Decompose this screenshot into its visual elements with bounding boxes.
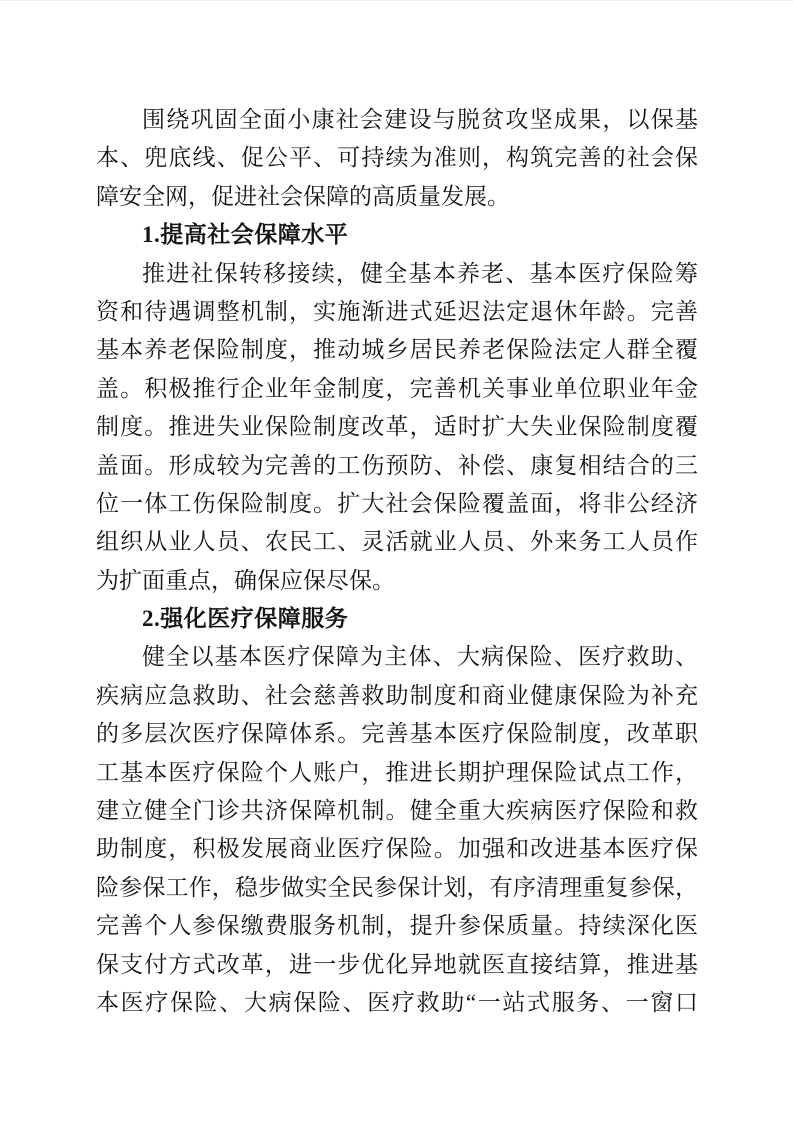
- social-insurance-paragraph-line-8: 组织从业人员、农民工、灵活就业人员、外来务工人员作: [96, 529, 698, 555]
- intro-paragraph-line-1: 围绕巩固全面小康社会建设与脱贫攻坚成果，以保基: [142, 107, 698, 132]
- social-insurance-paragraph-line-7: 位一体工伤保险制度。扩大社会保险覆盖面，将非公经济: [96, 490, 698, 516]
- medical-security-paragraph-line-2: 疾病应急救助、社会慈善救助制度和商业健康保险为补充: [96, 682, 698, 708]
- social-insurance-paragraph-line-5: 制度。推进失业保险制度改革，适时扩大失业保险制度覆: [96, 414, 698, 440]
- social-insurance-paragraph-line-3: 基本养老保险制度，推动城乡居民养老保险法定人群全覆: [96, 337, 698, 363]
- medical-security-paragraph-line-3: 的多层次医疗保障体系。完善基本医疗保险制度，改革职: [96, 721, 698, 747]
- medical-security-paragraph-line-9: 保支付方式改革，进一步优化异地就医直接结算，推进基: [96, 951, 698, 977]
- heading-2-strengthen-medical-security-services: 2.强化医疗保障服务: [142, 606, 349, 632]
- social-insurance-paragraph-line-9: 为扩面重点，确保应保尽保。: [96, 567, 395, 593]
- social-insurance-paragraph-line-4: 盖。积极推行企业年金制度，完善机关事业单位职业年金: [96, 375, 698, 401]
- social-insurance-paragraph-line-6: 盖面。形成较为完善的工伤预防、补偿、康复相结合的三: [96, 452, 698, 478]
- medical-security-paragraph-line-4: 工基本医疗保险个人账户，推进长期护理保险试点工作，: [96, 759, 698, 785]
- medical-security-paragraph-line-10: 本医疗保险、大病保险、医疗救助“一站式服务、一窗口: [96, 989, 698, 1015]
- medical-security-paragraph-line-5: 建立健全门诊共济保障机制。健全重大疾病医疗保险和救: [96, 798, 698, 824]
- social-insurance-paragraph-line-1: 推进社保转移接续，健全基本养老、基本医疗保险筹: [142, 260, 698, 286]
- intro-paragraph-line-3: 障安全网，促进社会保障的高质量发展。: [96, 183, 510, 209]
- medical-security-paragraph-line-7: 险参保工作，稳步做实全民参保计划，有序清理重复参保，: [96, 874, 698, 900]
- social-insurance-paragraph-line-2: 资和待遇调整机制，实施渐进式延迟法定退休年龄。完善: [96, 298, 698, 324]
- intro-paragraph-line-2: 本、兜底线、促公平、可持续为准则，构筑完善的社会保: [96, 145, 698, 171]
- document-body: [96, 101, 698, 1022]
- medical-security-paragraph-line-8: 完善个人参保缴费服务机制，提升参保质量。持续深化医: [96, 913, 698, 939]
- medical-security-paragraph-line-1: 健全以基本医疗保障为主体、大病保险、医疗救助、: [142, 644, 698, 670]
- medical-security-paragraph-line-6: 助制度，积极发展商业医疗保险。加强和改进基本医疗保: [96, 836, 698, 862]
- heading-1-raise-social-security-level: 1.提高社会保障水平: [142, 222, 349, 248]
